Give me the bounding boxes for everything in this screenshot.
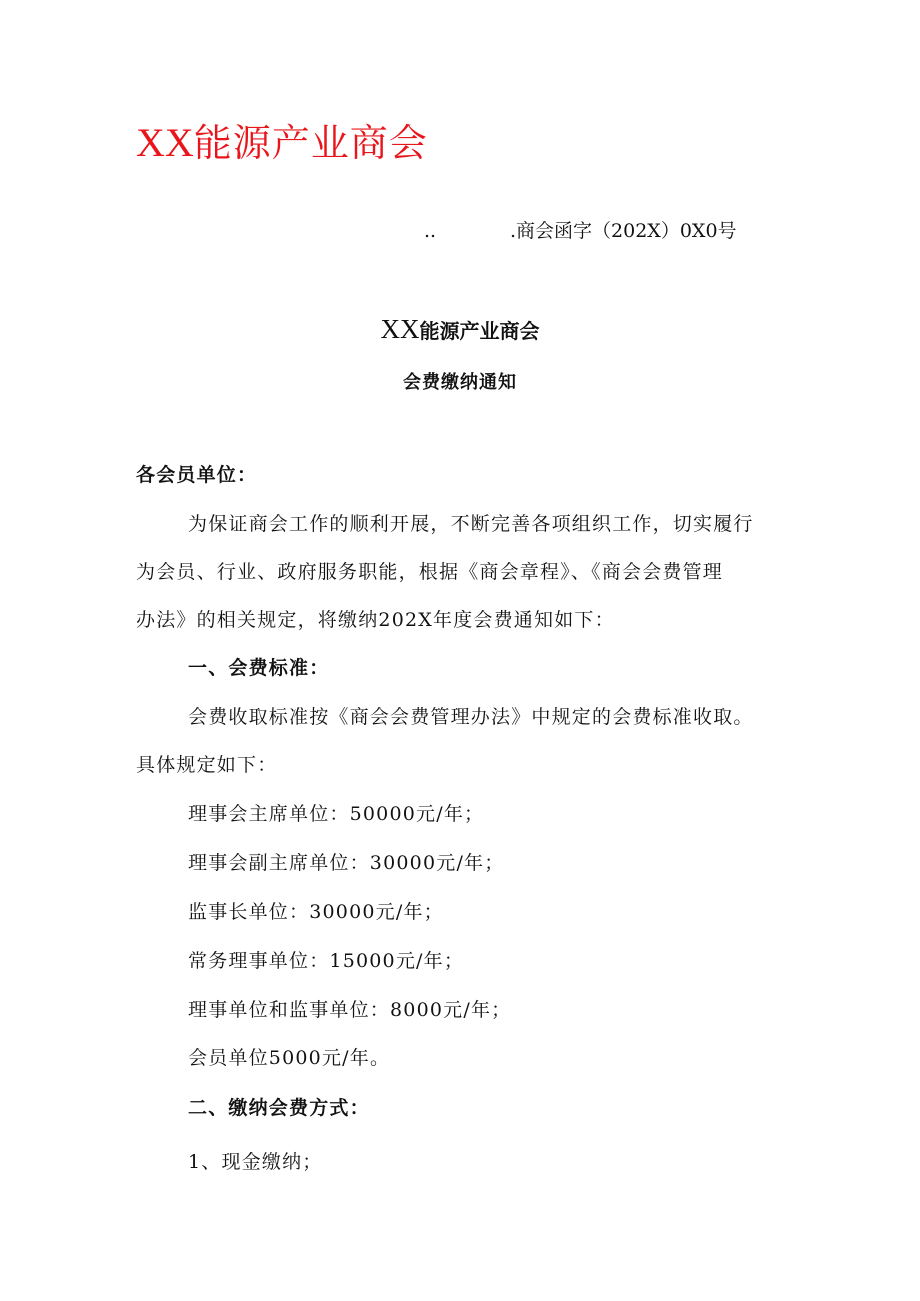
fee-item-executive-director: 常务理事单位：15000元/年； <box>188 950 465 972</box>
document-number-dots: .. <box>424 220 437 242</box>
section-1-para-line-2: 具体规定如下： <box>136 754 278 776</box>
payment-method-1: 1、现金缴纳； <box>188 1151 323 1173</box>
fee-item-director-supervisor: 理事单位和监事单位：8000元/年； <box>188 999 512 1021</box>
salutation: 各会员单位： <box>136 464 258 486</box>
letterhead <box>136 112 428 167</box>
fee-item-member: 会员单位5000元/年。 <box>188 1047 391 1069</box>
section-1-para-line-1: 会费收取标准按《商会会费管理办法》中规定的会费标准收取。 <box>188 706 754 728</box>
document-title-org <box>0 314 920 345</box>
fee-item-vice-chairman: 理事会副主席单位：30000元/年； <box>188 852 505 874</box>
letterhead-name: 能源产业商会 <box>193 121 428 165</box>
fee-item-chief-supervisor: 监事长单位：30000元/年； <box>188 901 444 923</box>
letterhead-prefix: XX <box>136 120 194 165</box>
intro-line-1: 为保证商会工作的顺利开展，不断完善各项组织工作，切实履行 <box>188 513 754 535</box>
section-2-heading: 二、缴纳会费方式： <box>188 1097 370 1119</box>
document-title-subject: 会费缴纳通知 <box>403 372 517 393</box>
document-number <box>424 216 737 243</box>
intro-line-3: 办法》的相关规定，将缴纳202X年度会费通知如下： <box>136 609 615 631</box>
title-org-prefix: XX <box>380 314 420 344</box>
intro-line-2: 为会员、行业、政府服务职能，根据《商会章程》、《商会会费管理 <box>136 561 724 583</box>
fee-item-chairman: 理事会主席单位：50000元/年； <box>188 803 485 825</box>
document-number-text: .商会函字（202X）0X0号 <box>510 220 737 242</box>
title-org-name: 能源产业商会 <box>419 319 540 343</box>
section-1-heading: 一、会费标准： <box>188 657 330 679</box>
